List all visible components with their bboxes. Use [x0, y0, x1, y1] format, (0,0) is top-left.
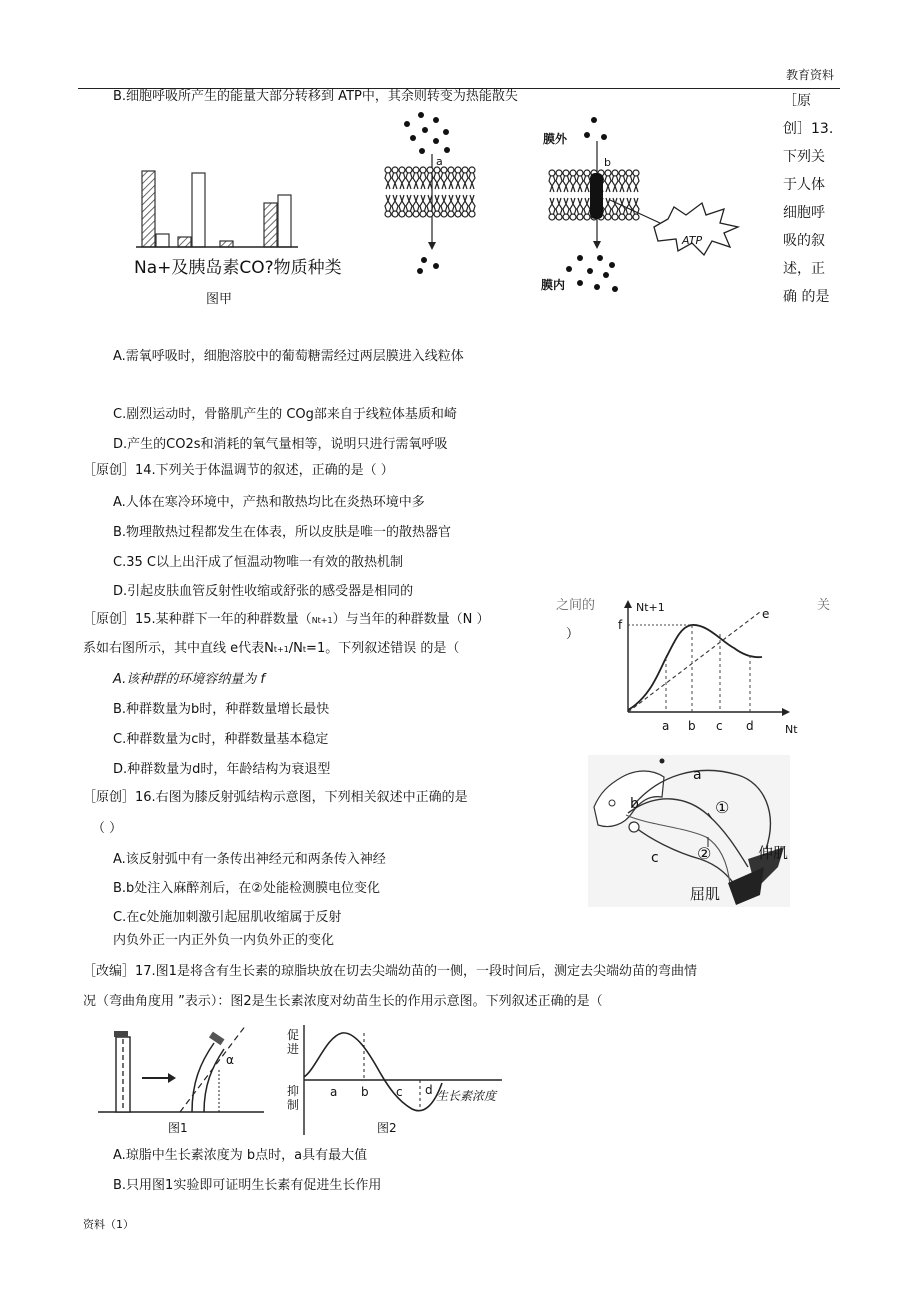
pop-tick-label: b: [688, 719, 696, 733]
lipid-tail: [406, 195, 412, 211]
q15-option: C.种群数量为c时，种群数量基本稳定: [113, 732, 329, 747]
membrane-b-inside-particles: [566, 255, 618, 292]
lipid-tail: [399, 195, 405, 211]
lipid-tail: [549, 198, 555, 214]
lipid-tail: [619, 176, 625, 192]
q14-stem: ［原创］14.下列关于体温调节的叙述，正确的是（ ）: [83, 463, 394, 478]
lipid-tail: [556, 198, 562, 214]
reflex-label-flexor: 屈肌: [690, 885, 721, 903]
q13-side-line: 细胞呼: [783, 205, 825, 221]
bar-open-2: [192, 173, 205, 247]
lipid-tail: [469, 195, 475, 211]
pop-line-e: [628, 612, 760, 712]
lipid-tail: [563, 176, 569, 192]
fig2-curve: [304, 1033, 442, 1111]
lipid-tail: [392, 173, 398, 189]
bar-group: [142, 171, 291, 247]
atp-label: ATP: [682, 234, 703, 247]
lipid-tail: [612, 176, 618, 192]
seedling-bent-left: [192, 1043, 214, 1112]
q16-extra: 内负外正一内正外负一内负外正的变化: [113, 933, 335, 948]
q15-sub: t: [302, 645, 307, 654]
lipid-tail: [441, 195, 447, 211]
q13-option-b: B.细胞呼吸所产生的能量大部分转移到 ATP中，其余则转变为热能散失: [113, 89, 518, 104]
q17-option: B.只用图1实验即可证明生长素有促进生长作用: [113, 1178, 382, 1193]
q15-sub: t+1: [273, 645, 289, 654]
lipid-head: [385, 211, 391, 217]
pop-y-arrow: [624, 600, 632, 608]
lipid-tail: [570, 198, 576, 214]
membrane-a-label: a: [436, 155, 443, 168]
fig2-tick-label: d: [425, 1083, 433, 1097]
q14-option: D.引起皮肤血管反射性收缩或舒张的感受器是相同的: [113, 584, 414, 599]
lipid-head: [427, 167, 433, 173]
carrier-protein: [590, 173, 603, 219]
lipid-head: [556, 170, 562, 176]
reflex-arc-diagram: [588, 755, 790, 907]
lipid-tail: [633, 176, 639, 192]
lipid-head: [577, 170, 583, 176]
lipid-tail: [392, 195, 398, 211]
fig2-y-bottom-label: 抑制: [287, 1084, 300, 1112]
lipid-tail: [448, 173, 454, 189]
bar-chart-xlabel: Na+及胰岛素CO?物质种类: [134, 258, 342, 278]
lipid-head: [570, 170, 576, 176]
q14-option: B.物理散热过程都发生在体表，所以皮肤是唯一的散热器官: [113, 525, 452, 540]
lipid-head: [549, 170, 555, 176]
membrane-b-outside-particles: [584, 117, 607, 140]
fig2-tick-label: a: [330, 1085, 338, 1099]
lipid-head: [563, 170, 569, 176]
lipid-head: [605, 214, 611, 220]
lipid-tail: [413, 195, 419, 211]
lipid-tail: [385, 195, 391, 211]
q15-side-text: 之间的: [556, 598, 596, 613]
pop-tick-label: d: [746, 719, 754, 733]
lipid-head: [619, 170, 625, 176]
q13-side-line: ［原: [783, 93, 811, 109]
lipid-head: [413, 211, 419, 217]
bar-open-1: [156, 234, 169, 247]
lipid-head: [406, 211, 412, 217]
membrane-a-inside-particles: [417, 257, 439, 274]
q15-sub: Nt+1: [311, 616, 333, 625]
lipid-head: [413, 167, 419, 173]
membrane-b-label: b: [604, 156, 611, 169]
lipid-head: [556, 214, 562, 220]
q15-stem-part: ）与当年的种群数量（N ）: [332, 612, 490, 627]
pop-x-arrow: [782, 708, 790, 716]
lipid-tail: [434, 173, 440, 189]
pop-y-label: Nt+1: [636, 601, 665, 614]
membrane-a-outside-particles: [404, 112, 450, 154]
q13-side-line: 吸的叙: [783, 233, 825, 249]
lipid-tail: [563, 198, 569, 214]
lipid-head: [469, 167, 475, 173]
bar-open-4: [278, 195, 291, 247]
lipid-head: [469, 211, 475, 217]
lipid-tail: [570, 176, 576, 192]
pop-x-label: Nt: [785, 723, 798, 736]
lipid-head: [577, 214, 583, 220]
q14-option: C.35 C以上出汗成了恒温动物唯一有效的散热机制: [113, 555, 403, 570]
header-label: 教育资料: [786, 68, 835, 82]
lipid-head: [626, 170, 632, 176]
agar-block-1: [114, 1031, 128, 1037]
q15-side-text: ）: [566, 627, 580, 642]
q16-option: C.在c处施加刺激引起屈肌收缩属于反射: [113, 910, 342, 925]
fig2-tick-label: b: [361, 1085, 369, 1099]
lipid-head: [584, 170, 590, 176]
pop-tick-label: c: [716, 719, 723, 733]
q13-side-line: 述，正: [783, 261, 825, 277]
ganglion: [629, 822, 639, 832]
lipid-tail: [441, 173, 447, 189]
pop-f-label: f: [618, 618, 623, 632]
lipid-tail: [626, 198, 632, 214]
pop-e-label: e: [762, 607, 770, 621]
q13-option-c: C.剧烈运动时，骨骼肌产生的 COg部来自于线粒体基质和崎: [113, 407, 457, 422]
fig1-caption: 图1: [168, 1121, 188, 1135]
bar-chart-caption: 图甲: [206, 292, 233, 307]
lipid-head: [427, 211, 433, 217]
lipid-tail: [584, 198, 590, 214]
lipid-tail: [413, 173, 419, 189]
lipid-head: [455, 211, 461, 217]
reflex-label-extensor: 伸肌: [758, 844, 789, 862]
lipid-head: [392, 167, 398, 173]
lipid-tail: [420, 173, 426, 189]
q17-stem-line2: 况（弯曲角度用 ”表示）：图2是生长素浓度对幼苗生长的作用示意图。下列叙述正确的是（: [83, 994, 603, 1009]
lipid-head: [633, 214, 639, 220]
lipid-tail: [626, 176, 632, 192]
lipid-tail: [448, 195, 454, 211]
fig1-alpha: α: [226, 1053, 234, 1067]
q14-option: A.人体在寒冷环境中，产热和散热均比在炎热环境中多: [113, 495, 425, 510]
lipid-head: [420, 211, 426, 217]
lipid-head: [462, 211, 468, 217]
fig2-tick-label: c: [396, 1085, 403, 1099]
membrane-diagram-b: [540, 115, 770, 300]
q17-option: A.琼脂中生长素浓度为 b点时，a具有最大值: [113, 1148, 368, 1163]
lipid-head: [399, 167, 405, 173]
bar-hatched-1: [142, 171, 155, 247]
population-graph: [612, 598, 812, 742]
q15-side-text: 关: [817, 598, 831, 613]
q16-paren: （ ）: [92, 821, 123, 836]
lipid-tail: [406, 173, 412, 189]
lipid-tail: [455, 173, 461, 189]
lipid-head: [441, 211, 447, 217]
q13-option-a: A.需氧呼吸时，细胞溶胶中的葡萄糖需经过两层膜进入线粒体: [113, 349, 464, 364]
q15-stem-part: /N: [288, 641, 303, 656]
lipid-head: [420, 167, 426, 173]
lipid-head: [448, 167, 454, 173]
fig2-y-top-label: 促进: [287, 1028, 300, 1056]
lipid-head: [619, 214, 625, 220]
q15-option: B.种群数量为b时，种群数量增长最快: [113, 702, 330, 717]
lipid-head: [434, 211, 440, 217]
lipid-tail: [420, 195, 426, 211]
membrane-diagram-a: [380, 108, 490, 280]
lipid-head: [406, 167, 412, 173]
lipid-tail: [556, 176, 562, 192]
q16-stem: ［原创］16.右图为膝反射弧结构示意图，下列相关叙述中正确的是: [83, 790, 468, 805]
lipid-head: [455, 167, 461, 173]
membrane-a-arrowhead: [428, 242, 436, 250]
lipid-head: [612, 214, 618, 220]
lipid-tail: [612, 198, 618, 214]
lipid-head: [626, 214, 632, 220]
fig2-caption: 图2: [377, 1121, 397, 1135]
lipid-head: [563, 214, 569, 220]
lipid-head: [570, 214, 576, 220]
lipid-head: [392, 211, 398, 217]
ganglion-small: [609, 800, 615, 806]
q15-option: A.该种群的环境容纳量为 f: [113, 672, 265, 687]
reflex-label-a: a: [693, 767, 702, 783]
q16-option: A.该反射弧中有一条传出神经元和两条传入神经: [113, 852, 386, 867]
membrane-inside-label: 膜内: [541, 278, 566, 292]
lipid-tail: [577, 176, 583, 192]
membrane-a-bilayer: [385, 167, 475, 217]
q13-option-d: D.产生的CO2s和消耗的氧气量相等，说明只进行需氧呼吸: [113, 437, 448, 452]
q15-option: D.种群数量为d时，年龄结构为衰退型: [113, 762, 331, 777]
seedling-bent-right: [204, 1049, 224, 1112]
lipid-tail: [549, 176, 555, 192]
q17-stem-line1: ［改编］17.图1是将含有生长素的琼脂块放在切去尖端幼苗的一侧，一段时间后，测定去尖端幼苗的弯曲情: [83, 964, 697, 979]
reflex-label-2: ②: [697, 844, 712, 863]
q15-stem-line1: [83, 612, 489, 629]
lipid-tail: [605, 176, 611, 192]
reflex-label-b: b: [630, 796, 639, 812]
lipid-head: [549, 214, 555, 220]
lipid-head: [462, 167, 468, 173]
lipid-tail: [462, 195, 468, 211]
fig2-x-label: 生长素浓度: [436, 1089, 497, 1103]
lipid-tail: [385, 173, 391, 189]
q15-stem-part: =1。下列叙述错误 的是（: [306, 641, 460, 656]
agar-block-2: [209, 1032, 225, 1046]
lipid-head: [633, 170, 639, 176]
q13-side-line: 下列关: [783, 149, 825, 165]
lipid-tail: [577, 198, 583, 214]
membrane-b-arrowhead: [593, 241, 601, 249]
q13-side-line: 于人体: [783, 177, 825, 193]
bar-hatched-3: [220, 241, 233, 247]
lipid-tail: [462, 173, 468, 189]
lipid-tail: [584, 176, 590, 192]
reflex-label-c: c: [651, 850, 659, 866]
lipid-tail: [455, 195, 461, 211]
q13-side-line: 确 的是: [783, 289, 830, 305]
lipid-head: [399, 211, 405, 217]
lipid-head: [612, 170, 618, 176]
bar-chart: [130, 160, 370, 260]
q13-side-line: 创］13.: [783, 121, 834, 137]
footer-label: 资料（1）: [83, 1218, 134, 1231]
lipid-tail: [434, 195, 440, 211]
lipid-tail: [399, 173, 405, 189]
q16-option: B.b处注入麻醉剂后，在②处能检测膜电位变化: [113, 881, 380, 896]
lipid-tail: [469, 173, 475, 189]
q15-stem-part: ［原创］15.某种群下一年的种群数量（: [83, 612, 312, 627]
pop-tick-label: a: [662, 719, 670, 733]
marker-dot: [660, 759, 665, 764]
membrane-outside-label: 膜外: [543, 132, 568, 146]
reflex-label-1: ①: [715, 798, 730, 817]
q15-stem-line2: [83, 641, 459, 658]
q15-stem-part: 系如右图所示，其中直线 e代表N: [83, 641, 274, 656]
lipid-head: [448, 211, 454, 217]
fig1-arrowhead: [168, 1073, 176, 1083]
bar-hatched-4: [264, 203, 277, 247]
lipid-head: [385, 167, 391, 173]
bar-hatched-2: [178, 237, 191, 247]
lipid-head: [584, 214, 590, 220]
